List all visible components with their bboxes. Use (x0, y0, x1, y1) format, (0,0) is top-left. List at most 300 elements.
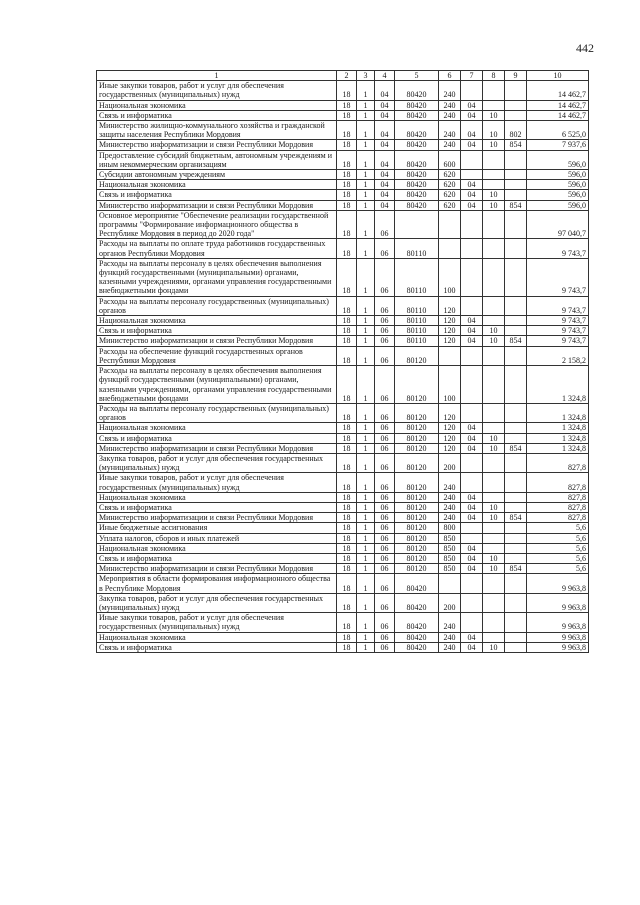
cell-col-5: 80110 (395, 296, 439, 315)
cell-col-7: 04 (461, 642, 483, 652)
cell-name: Иные закупки товаров, работ и услуг для обеспечения государственных (муниципальных) нужд (97, 613, 337, 632)
table-row (97, 316, 589, 326)
cell-name: Расходы на выплаты персоналу в целях обеспечения выполнения функций государственными (муниципальными) органами, казенными учреждениями, органами управления государственными внебюджетными фондами (97, 258, 337, 296)
table-row (97, 433, 589, 443)
cell-col-2: 18 (337, 258, 357, 296)
cell-col-4: 06 (375, 296, 395, 315)
cell-col-8 (483, 574, 505, 593)
cell-col-6: 200 (439, 453, 461, 472)
cell-col-5: 80120 (395, 453, 439, 472)
cell-col-2: 18 (337, 613, 357, 632)
cell-amount: 6 525,0 (527, 121, 589, 140)
cell-col-8 (483, 423, 505, 433)
cell-col-6: 240 (439, 140, 461, 150)
cell-col-4: 06 (375, 326, 395, 336)
cell-col-8 (483, 492, 505, 502)
table-row (97, 239, 589, 258)
cell-col-6: 240 (439, 121, 461, 140)
cell-col-9 (505, 453, 527, 472)
cell-col-8 (483, 258, 505, 296)
cell-col-5: 80120 (395, 502, 439, 512)
cell-col-3: 1 (357, 121, 375, 140)
cell-col-5: 80420 (395, 200, 439, 210)
cell-col-9 (505, 239, 527, 258)
table-row (97, 403, 589, 422)
table-row (97, 423, 589, 433)
cell-col-2: 18 (337, 150, 357, 169)
cell-col-6: 240 (439, 613, 461, 632)
cell-col-7: 04 (461, 543, 483, 553)
cell-col-2: 18 (337, 632, 357, 642)
cell-col-8: 10 (483, 433, 505, 443)
table-row (97, 366, 589, 404)
cell-col-4: 04 (375, 100, 395, 110)
cell-col-7: 04 (461, 326, 483, 336)
cell-col-2: 18 (337, 210, 357, 239)
cell-name: Министерство информатизации и связи Республики Мордовия (97, 443, 337, 453)
cell-col-6: 120 (439, 336, 461, 346)
cell-col-6: 620 (439, 200, 461, 210)
cell-name: Расходы на выплаты персоналу государственных (муниципальных) органов (97, 296, 337, 315)
cell-col-8: 10 (483, 553, 505, 563)
cell-amount: 9 743,7 (527, 239, 589, 258)
table-row (97, 593, 589, 612)
header-col-3: 3 (357, 71, 375, 81)
cell-col-6: 240 (439, 492, 461, 502)
cell-col-7: 04 (461, 433, 483, 443)
cell-col-2: 18 (337, 403, 357, 422)
cell-col-7 (461, 170, 483, 180)
cell-amount: 5,6 (527, 533, 589, 543)
cell-col-4: 06 (375, 513, 395, 523)
cell-col-4: 06 (375, 423, 395, 433)
cell-col-3: 1 (357, 502, 375, 512)
cell-amount: 1 324,8 (527, 403, 589, 422)
cell-col-9 (505, 150, 527, 169)
cell-name: Национальная экономика (97, 100, 337, 110)
table-row (97, 574, 589, 593)
cell-col-5: 80420 (395, 100, 439, 110)
cell-col-4: 06 (375, 593, 395, 612)
table-row (97, 613, 589, 632)
cell-col-4: 04 (375, 150, 395, 169)
cell-amount: 1 324,8 (527, 443, 589, 453)
cell-col-6: 120 (439, 326, 461, 336)
cell-col-7 (461, 574, 483, 593)
cell-col-3: 1 (357, 574, 375, 593)
budget-table (96, 70, 589, 653)
cell-name: Предоставление субсидий бюджетным, автономным учреждениям и иным некоммерческим организациям (97, 150, 337, 169)
cell-col-9: 802 (505, 121, 527, 140)
cell-name: Министерство информатизации и связи Республики Мордовия (97, 513, 337, 523)
table-row (97, 200, 589, 210)
table-row (97, 453, 589, 472)
cell-col-6: 240 (439, 502, 461, 512)
cell-col-8: 10 (483, 502, 505, 512)
cell-amount: 9 743,7 (527, 326, 589, 336)
cell-col-4: 04 (375, 200, 395, 210)
cell-col-4: 06 (375, 642, 395, 652)
cell-col-8: 10 (483, 140, 505, 150)
cell-col-8 (483, 180, 505, 190)
cell-col-5: 80120 (395, 346, 439, 365)
cell-col-6: 850 (439, 553, 461, 563)
cell-col-9 (505, 100, 527, 110)
cell-col-4: 06 (375, 346, 395, 365)
cell-col-5: 80120 (395, 533, 439, 543)
cell-col-3: 1 (357, 403, 375, 422)
cell-col-8 (483, 523, 505, 533)
cell-col-2: 18 (337, 473, 357, 492)
cell-col-2: 18 (337, 190, 357, 200)
table-row (97, 170, 589, 180)
cell-col-2: 18 (337, 642, 357, 652)
cell-col-7: 04 (461, 564, 483, 574)
cell-col-7 (461, 523, 483, 533)
cell-col-3: 1 (357, 326, 375, 336)
cell-col-8 (483, 210, 505, 239)
table-row (97, 210, 589, 239)
cell-col-3: 1 (357, 110, 375, 120)
cell-col-9: 854 (505, 513, 527, 523)
cell-col-6: 240 (439, 513, 461, 523)
cell-col-5: 80420 (395, 613, 439, 632)
cell-col-4: 06 (375, 366, 395, 404)
cell-col-4: 06 (375, 574, 395, 593)
header-col-10: 10 (527, 71, 589, 81)
cell-name: Национальная экономика (97, 632, 337, 642)
cell-col-3: 1 (357, 239, 375, 258)
cell-col-2: 18 (337, 453, 357, 472)
cell-col-7 (461, 150, 483, 169)
cell-col-5: 80120 (395, 543, 439, 553)
cell-col-9: 854 (505, 336, 527, 346)
cell-col-4: 06 (375, 453, 395, 472)
cell-col-9 (505, 81, 527, 100)
cell-col-3: 1 (357, 433, 375, 443)
cell-col-3: 1 (357, 553, 375, 563)
cell-col-8: 10 (483, 336, 505, 346)
cell-col-4: 04 (375, 170, 395, 180)
cell-col-8 (483, 296, 505, 315)
cell-col-9: 854 (505, 564, 527, 574)
cell-col-6: 620 (439, 170, 461, 180)
cell-name: Закупка товаров, работ и услуг для обеспечения государственных (муниципальных) нужд (97, 453, 337, 472)
cell-col-9 (505, 110, 527, 120)
cell-col-5: 80120 (395, 553, 439, 563)
cell-col-6: 240 (439, 473, 461, 492)
table-body (97, 71, 589, 653)
cell-col-5: 80110 (395, 258, 439, 296)
cell-col-5: 80110 (395, 336, 439, 346)
cell-amount: 9 743,7 (527, 258, 589, 296)
cell-name: Иные закупки товаров, работ и услуг для обеспечения государственных (муниципальных) нужд (97, 81, 337, 100)
cell-col-9: 854 (505, 200, 527, 210)
cell-col-6: 200 (439, 593, 461, 612)
cell-col-5: 80120 (395, 473, 439, 492)
cell-col-6: 240 (439, 100, 461, 110)
cell-col-8: 10 (483, 642, 505, 652)
cell-col-8 (483, 403, 505, 422)
cell-col-2: 18 (337, 296, 357, 315)
cell-col-3: 1 (357, 200, 375, 210)
cell-col-8 (483, 170, 505, 180)
cell-col-7: 04 (461, 632, 483, 642)
table-row (97, 564, 589, 574)
cell-col-2: 18 (337, 326, 357, 336)
cell-col-3: 1 (357, 564, 375, 574)
cell-amount: 2 158,2 (527, 346, 589, 365)
cell-col-2: 18 (337, 100, 357, 110)
cell-col-7: 04 (461, 110, 483, 120)
cell-col-4: 06 (375, 316, 395, 326)
cell-name: Закупка товаров, работ и услуг для обеспечения государственных (муниципальных) нужд (97, 593, 337, 612)
cell-col-9 (505, 210, 527, 239)
cell-col-5: 80420 (395, 150, 439, 169)
cell-col-8: 10 (483, 121, 505, 140)
cell-col-2: 18 (337, 316, 357, 326)
cell-col-2: 18 (337, 239, 357, 258)
cell-col-3: 1 (357, 613, 375, 632)
table-row (97, 632, 589, 642)
cell-col-5: 80120 (395, 423, 439, 433)
cell-col-4: 04 (375, 140, 395, 150)
cell-col-3: 1 (357, 170, 375, 180)
cell-name: Связь и информатика (97, 642, 337, 652)
cell-col-2: 18 (337, 346, 357, 365)
cell-amount: 596,0 (527, 200, 589, 210)
cell-col-6: 120 (439, 433, 461, 443)
cell-name: Уплата налогов, сборов и иных платежей (97, 533, 337, 543)
cell-col-7 (461, 366, 483, 404)
cell-col-4: 06 (375, 403, 395, 422)
cell-amount: 9 963,8 (527, 642, 589, 652)
cell-col-2: 18 (337, 533, 357, 543)
cell-amount: 596,0 (527, 190, 589, 200)
cell-col-6: 100 (439, 366, 461, 404)
cell-col-3: 1 (357, 443, 375, 453)
cell-col-5: 80420 (395, 180, 439, 190)
cell-name: Связь и информатика (97, 502, 337, 512)
cell-col-6: 120 (439, 316, 461, 326)
table-row (97, 336, 589, 346)
cell-col-4: 06 (375, 210, 395, 239)
cell-col-9: 854 (505, 140, 527, 150)
cell-col-9: 854 (505, 443, 527, 453)
cell-col-6 (439, 574, 461, 593)
cell-col-6 (439, 346, 461, 365)
cell-col-9 (505, 180, 527, 190)
cell-col-4: 04 (375, 81, 395, 100)
cell-col-4: 06 (375, 553, 395, 563)
cell-col-8 (483, 543, 505, 553)
cell-col-7 (461, 239, 483, 258)
cell-amount: 14 462,7 (527, 81, 589, 100)
cell-col-7 (461, 403, 483, 422)
cell-amount: 7 937,6 (527, 140, 589, 150)
cell-col-8 (483, 366, 505, 404)
cell-col-6: 120 (439, 443, 461, 453)
cell-col-8 (483, 632, 505, 642)
table-row (97, 81, 589, 100)
cell-col-8 (483, 81, 505, 100)
cell-col-3: 1 (357, 81, 375, 100)
cell-col-3: 1 (357, 336, 375, 346)
cell-col-6: 240 (439, 642, 461, 652)
cell-name: Расходы на выплаты персоналу государственных (муниципальных) органов (97, 403, 337, 422)
cell-col-3: 1 (357, 593, 375, 612)
cell-amount: 1 324,8 (527, 433, 589, 443)
cell-col-3: 1 (357, 150, 375, 169)
page-number: 442 (576, 41, 594, 55)
cell-col-5: 80420 (395, 642, 439, 652)
cell-col-9 (505, 642, 527, 652)
cell-amount: 9 963,8 (527, 593, 589, 612)
cell-col-7: 04 (461, 180, 483, 190)
cell-col-9 (505, 366, 527, 404)
cell-col-5: 80120 (395, 513, 439, 523)
cell-col-9 (505, 502, 527, 512)
cell-col-2: 18 (337, 593, 357, 612)
cell-col-4: 06 (375, 564, 395, 574)
cell-col-9 (505, 326, 527, 336)
cell-col-7: 04 (461, 513, 483, 523)
cell-col-8 (483, 239, 505, 258)
cell-col-3: 1 (357, 513, 375, 523)
cell-name: Национальная экономика (97, 316, 337, 326)
cell-col-3: 1 (357, 632, 375, 642)
cell-col-5 (395, 210, 439, 239)
header-col-9: 9 (505, 71, 527, 81)
cell-col-2: 18 (337, 200, 357, 210)
cell-col-6: 850 (439, 564, 461, 574)
cell-col-5: 80420 (395, 190, 439, 200)
cell-col-8 (483, 316, 505, 326)
cell-col-4: 04 (375, 190, 395, 200)
cell-col-3: 1 (357, 366, 375, 404)
cell-col-8: 10 (483, 190, 505, 200)
cell-col-9 (505, 593, 527, 612)
cell-col-6: 240 (439, 632, 461, 642)
cell-name: Основное мероприятие "Обеспечение реализации государственной программы "Формирование информационного общества в Республике Мордовия в период до 2020 года" (97, 210, 337, 239)
header-col-5: 5 (395, 71, 439, 81)
cell-name: Субсидии автономным учреждениям (97, 170, 337, 180)
cell-col-6: 600 (439, 150, 461, 169)
table-row (97, 150, 589, 169)
cell-col-5: 80120 (395, 433, 439, 443)
cell-col-5: 80420 (395, 140, 439, 150)
cell-col-9 (505, 190, 527, 200)
cell-col-5: 80120 (395, 443, 439, 453)
cell-col-9 (505, 574, 527, 593)
cell-col-7: 04 (461, 502, 483, 512)
cell-col-2: 18 (337, 170, 357, 180)
cell-amount: 9 743,7 (527, 296, 589, 315)
cell-col-5: 80420 (395, 121, 439, 140)
cell-col-8: 10 (483, 443, 505, 453)
cell-col-7 (461, 296, 483, 315)
cell-col-7: 04 (461, 336, 483, 346)
cell-amount: 596,0 (527, 170, 589, 180)
cell-col-2: 18 (337, 513, 357, 523)
cell-amount: 97 040,7 (527, 210, 589, 239)
cell-col-3: 1 (357, 296, 375, 315)
cell-col-8 (483, 473, 505, 492)
cell-col-9 (505, 170, 527, 180)
cell-col-9 (505, 473, 527, 492)
cell-amount: 5,6 (527, 543, 589, 553)
cell-col-8 (483, 593, 505, 612)
cell-col-6 (439, 210, 461, 239)
cell-name: Министерство информатизации и связи Республики Мордовия (97, 140, 337, 150)
cell-col-7: 04 (461, 140, 483, 150)
cell-col-5: 80420 (395, 574, 439, 593)
cell-col-3: 1 (357, 523, 375, 533)
header-col-4: 4 (375, 71, 395, 81)
cell-col-5: 80120 (395, 366, 439, 404)
cell-name: Связь и информатика (97, 553, 337, 563)
cell-amount: 827,8 (527, 492, 589, 502)
cell-col-4: 04 (375, 110, 395, 120)
cell-amount: 14 462,7 (527, 110, 589, 120)
cell-col-7: 04 (461, 553, 483, 563)
table-row (97, 296, 589, 315)
cell-col-2: 18 (337, 443, 357, 453)
cell-col-7: 04 (461, 492, 483, 502)
cell-col-5: 80110 (395, 316, 439, 326)
table-row (97, 190, 589, 200)
cell-col-9 (505, 632, 527, 642)
cell-col-7: 04 (461, 423, 483, 433)
cell-col-6: 620 (439, 190, 461, 200)
cell-amount: 827,8 (527, 502, 589, 512)
header-col-8: 8 (483, 71, 505, 81)
table-row (97, 110, 589, 120)
cell-col-6: 120 (439, 403, 461, 422)
cell-col-4: 06 (375, 543, 395, 553)
cell-col-3: 1 (357, 473, 375, 492)
cell-col-8: 10 (483, 200, 505, 210)
cell-col-8 (483, 346, 505, 365)
cell-amount: 596,0 (527, 180, 589, 190)
cell-col-7: 04 (461, 190, 483, 200)
cell-col-3: 1 (357, 258, 375, 296)
cell-col-2: 18 (337, 502, 357, 512)
cell-col-9 (505, 346, 527, 365)
cell-col-3: 1 (357, 190, 375, 200)
cell-name: Расходы на выплаты по оплате труда работников государственных органов Республики Мордовия (97, 239, 337, 258)
cell-name: Связь и информатика (97, 190, 337, 200)
cell-col-3: 1 (357, 423, 375, 433)
cell-col-8 (483, 613, 505, 632)
cell-col-2: 18 (337, 543, 357, 553)
cell-col-3: 1 (357, 492, 375, 502)
cell-col-9 (505, 543, 527, 553)
cell-col-5: 80420 (395, 81, 439, 100)
cell-col-3: 1 (357, 316, 375, 326)
header-col-7: 7 (461, 71, 483, 81)
cell-col-3: 1 (357, 642, 375, 652)
cell-name: Министерство жилищно-коммунального хозяйства и гражданской защиты населения Республики Мордовия (97, 121, 337, 140)
cell-col-4: 06 (375, 258, 395, 296)
table-row (97, 492, 589, 502)
cell-col-8: 10 (483, 513, 505, 523)
cell-col-6: 850 (439, 543, 461, 553)
cell-col-4: 04 (375, 121, 395, 140)
cell-name: Министерство информатизации и связи Республики Мордовия (97, 200, 337, 210)
cell-col-9 (505, 613, 527, 632)
cell-col-8 (483, 150, 505, 169)
